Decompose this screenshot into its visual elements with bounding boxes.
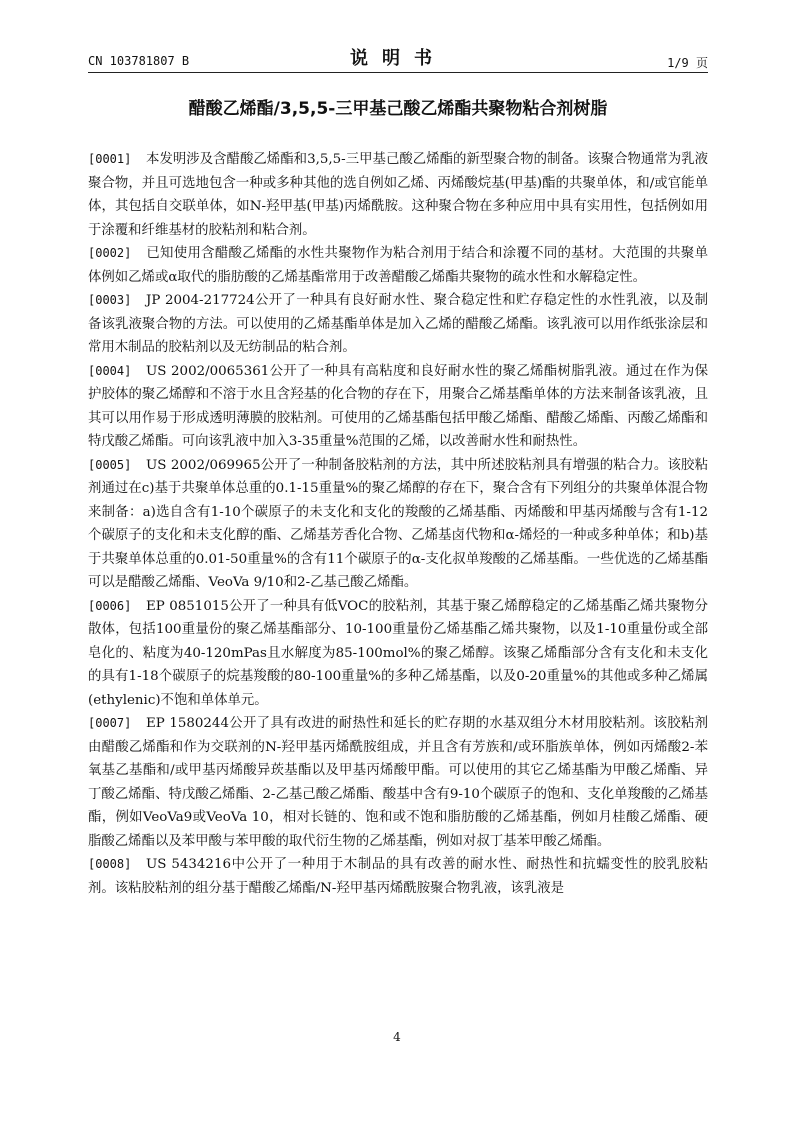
paragraph-text: 已知使用含醋酸乙烯酯的水性共聚物作为粘合剂用于结合和涂覆不同的基材。大范围的共聚单体例如乙烯或α取代的脂肪酸的乙烯基酯常用于改善醋酸乙烯酯共聚物的疏水性和水解稳定性。 — [88, 246, 708, 285]
paragraph-text: EP 1580244公开了具有改进的耐热性和延长的贮存期的水基双组分木材用胶粘剂。该胶粘剂由醋酸乙烯酯和作为交联剂的N-羟甲基丙烯酰胺组成，并且含有芳族和/或环脂族单体，例如丙烯酸2-苯氧基乙基酯和/或甲基丙烯酸异莰基酯以及甲基丙烯酸甲酯。可以使用的其它乙烯基酯为甲酸乙烯酯、异丁酸乙烯酯、特戊酸乙烯酯、2-乙基己酸乙烯酯、酸基中含有9-10个碳原子的饱和、支化单羧酸的乙烯基酯，例如VeoVa9或VeoVa 10，相对长链的、饱和或不饱和脂肪酸的乙烯基酯，例如月桂酸乙烯酯、硬脂酸乙烯酯以及苯甲酸与苯甲酸的取代衍生物的乙烯基酯，例如对叔丁基苯甲酸乙烯酯。 — [88, 716, 708, 849]
paragraph-number: [0005] — [88, 457, 132, 472]
page-number: 4 — [393, 1030, 401, 1044]
patent-number: CN 103781807 B — [88, 54, 190, 68]
paragraph — [88, 853, 708, 900]
header-divider — [88, 72, 708, 73]
paragraph-text: 本发明涉及含醋酸乙烯酯和3,5,5-三甲基己酸乙烯酯的新型聚合物的制备。该聚合物通常为乳液聚合物，并且可选地包含一种或多种其他的选自例如乙烯、丙烯酸烷基(甲基)酯的共聚单体，和/或官能单体，其包括自交联单体，如N-羟甲基(甲基)丙烯酰胺。这种聚合物在多种应用中具有实用性，包括例如用于涂覆和纤维基材的胶粘剂和粘合剂。 — [88, 152, 708, 238]
page-count: 1/9 页 — [667, 56, 708, 70]
paragraph-text: JP 2004-217724公开了一种具有良好耐水性、聚合稳定性和贮存稳定性的水性乳液，以及制备该乳液聚合物的方法。可以使用的乙烯基酯单体是加入乙烯的醋酸乙烯酯。该乳液可以用作纸张涂层和常用木制品的胶粘剂以及无纺制品的粘合剂。 — [88, 293, 708, 355]
paragraph-number: [0006] — [88, 598, 132, 613]
paragraph — [88, 454, 708, 595]
paragraph — [88, 360, 708, 454]
paragraph-number: [0004] — [88, 363, 132, 378]
document-body — [88, 148, 708, 900]
paragraph-number: [0002] — [88, 246, 132, 260]
paragraph-text: EP 0851015公开了一种具有低VOC的胶粘剂，其基于聚乙烯醇稳定的乙烯基酯乙烯共聚物分散体，包括100重量份的聚乙烯基酯部分、10-100重量份乙烯基酯乙烯共聚物，以及1-10重量份或全部皂化的、粘度为40-120mPas且水解度为85-100mol%的聚乙烯醇。该聚乙烯酯部分含有支化和未支化的具有1-18个碳原子的烷基羧酸的80-100重量%的多种乙烯基酯，以及0-20重量%的其他或多种乙烯属(ethylenic)不饱和单体单元。 — [88, 598, 708, 708]
section-title: 说明书 — [350, 48, 446, 69]
paragraph — [88, 289, 708, 360]
paragraph-text: US 2002/069965公开了一种制备胶粘剂的方法，其中所述胶粘剂具有增强的粘合力。该胶粘剂通过在c)基于共聚单体总重的0.1-15重量%的聚乙烯醇的存在下，聚合含有下列组分的共聚单体混合物来制备：a)选自含有1-10个碳原子的未支化和支化的羧酸的乙烯基酯、丙烯酸和甲基丙烯酸与含有1-12个碳原子的支化和未支化醇的酯、乙烯基芳香化合物、乙烯基卤代物和α-烯烃的一种或多种单体；和b)基于共聚单体总重的0.01-50重量%的含有11个碳原子的α-支化叔单羧酸的乙烯基酯。一些优选的乙烯基酯可以是醋酸乙烯酯、VeoVa 9/10和2-乙基己酸乙烯酯。 — [88, 457, 708, 590]
paragraph-number: [0003] — [88, 293, 132, 307]
paragraph — [88, 712, 708, 853]
page-header — [88, 44, 708, 74]
paragraph-text: US 2002/0065361公开了一种具有高粘度和良好耐水性的聚乙烯酯树脂乳液。通过在作为保护胶体的聚乙烯醇和不溶于水且含羟基的化合物的存在下，用聚合乙烯基酯单体的方法来制备该乳液，且其可以用作易于形成透明薄膜的胶粘剂。可使用的乙烯基酯包括甲酸乙烯酯、醋酸乙烯酯、丙酸乙烯酯和特戊酸乙烯酯。可向该乳液中加入3-35重量%范围的乙烯，以改善耐水性和耐热性。 — [88, 363, 708, 449]
paragraph-number: [0008] — [88, 857, 132, 871]
paragraph-text: US 5434216中公开了一种用于木制品的具有改善的耐水性、耐热性和抗蠕变性的胶乳胶粘剂。该粘胶粘剂的组分基于醋酸乙烯酯/N-羟甲基丙烯酰胺聚合物乳液，该乳液是 — [88, 857, 708, 896]
paragraph-number: [0007] — [88, 716, 132, 730]
paragraph — [88, 595, 708, 713]
document-title: 醋酸乙烯酯/3,5,5-三甲基己酸乙烯酯共聚物粘合剂树脂 — [188, 99, 608, 119]
paragraph — [88, 148, 708, 242]
paragraph — [88, 242, 708, 289]
paragraph-number: [0001] — [88, 152, 132, 166]
